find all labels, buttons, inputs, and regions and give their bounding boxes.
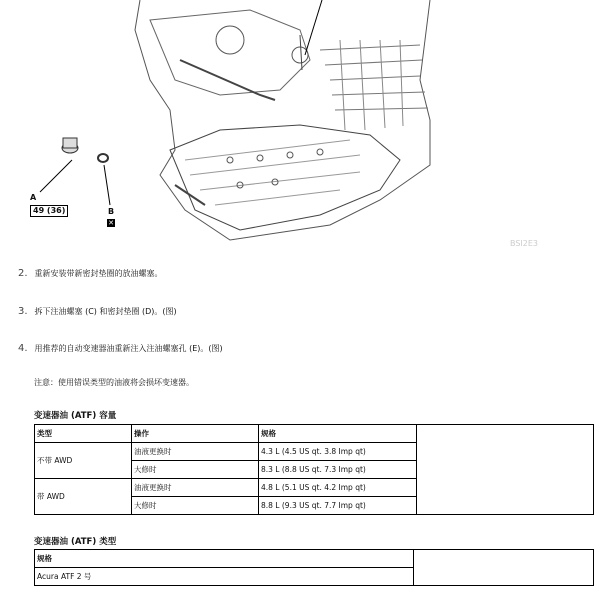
spec-cell: 8.8 L (9.3 US qt. 7.7 Imp qt) [259, 497, 417, 515]
spec-cell: 4.3 L (4.5 US qt. 3.8 Imp qt) [259, 443, 417, 461]
step-number: 3. [18, 306, 28, 317]
type-cell: 不带 AWD [35, 443, 132, 479]
replace-mark-icon: ✕ [108, 219, 114, 227]
header-blank [414, 550, 594, 568]
spec-cell: 8.3 L (8.8 US qt. 7.3 Imp qt) [259, 461, 417, 479]
table-header-row [35, 425, 594, 443]
caution-note: 注意：使用错误类型的油液将会损坏变速器。 [34, 378, 194, 387]
step-4 [18, 343, 223, 355]
table-row [35, 568, 594, 586]
spec-cell: 4.8 L (5.1 US qt. 4.2 Imp qt) [259, 479, 417, 497]
operation-cell: 油液更换时 [132, 479, 259, 497]
fluid-type-cell: Acura ATF 2 号 [35, 568, 414, 586]
operation-cell: 大修时 [132, 461, 259, 479]
header-spec: 规格 [259, 425, 417, 443]
header-blank [417, 425, 594, 443]
step-text: 用推荐的自动变速器油重新注入注油螺塞孔 (E)。(图) [34, 344, 223, 353]
type-cell: 带 AWD [35, 479, 132, 515]
torque-value: 49 (36) [30, 205, 68, 217]
callout-a: A [30, 193, 37, 202]
header-type: 类型 [35, 425, 132, 443]
step-text: 重新安装带新密封垫圈的放油螺塞。 [34, 269, 163, 278]
capacity-table [34, 424, 594, 515]
step-2 [18, 268, 163, 280]
operation-cell: 大修时 [132, 497, 259, 515]
step-text: 拆下注油螺塞 (C) 和密封垫圈 (D)。(图) [34, 307, 177, 316]
operation-cell: 油液更换时 [132, 443, 259, 461]
fluid-type-table [34, 549, 594, 586]
table-row [35, 443, 594, 461]
header-spec: 规格 [35, 550, 414, 568]
table-header-row [35, 550, 594, 568]
step-number: 2. [18, 268, 28, 279]
header-operation: 操作 [132, 425, 259, 443]
step-number: 4. [18, 343, 28, 354]
fluid-type-heading: 变速器油 (ATF) 类型 [34, 537, 117, 547]
transmission-illustration [0, 0, 602, 250]
step-3 [18, 306, 177, 318]
table-row [35, 479, 594, 497]
capacity-heading: 变速器油 (ATF) 容量 [34, 411, 117, 421]
svg-text:BSI2E3: BSI2E3 [510, 239, 539, 248]
callout-b: B [108, 207, 115, 216]
